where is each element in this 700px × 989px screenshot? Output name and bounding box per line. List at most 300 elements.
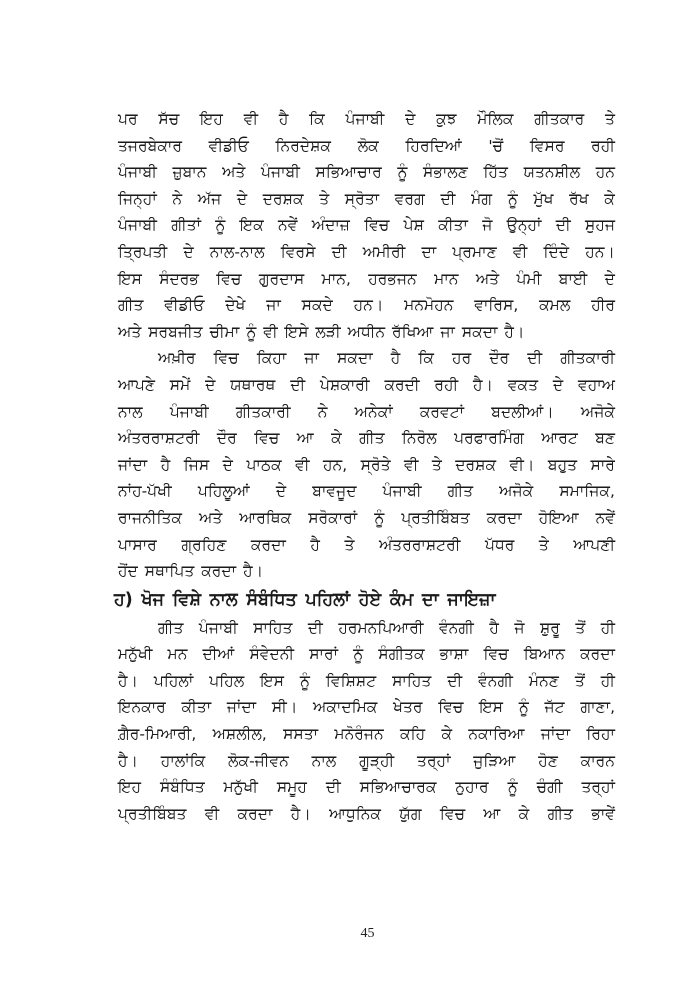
word: ਨੂੰ — [353, 645, 364, 664]
word: ਜ਼ੁਬਾਨ — [172, 163, 207, 182]
word: ਜਾ — [304, 349, 319, 368]
word: ਵਕਤ — [507, 375, 539, 394]
word: ਮੁੱਖ — [533, 189, 554, 208]
word: ਅੰਦਾਜ਼ — [311, 216, 350, 235]
word: ਆਪਣੇ — [118, 375, 155, 394]
word: ਹੈ — [390, 349, 401, 368]
word: ਪਾਸਾਰ — [118, 535, 157, 554]
word: ਕਮਲ — [539, 296, 571, 315]
word: ਹੈ। — [118, 751, 138, 770]
word: ਪ੍ਰਤੀਬਿੰਬਤ — [401, 508, 470, 527]
word: ਹੈ। — [290, 804, 311, 823]
text-line — [118, 239, 615, 266]
word: ਉਨ੍ਹਾਂ — [506, 216, 542, 235]
word: ਜਾ — [440, 322, 455, 341]
word: ਦੇ — [183, 242, 194, 261]
word: ਨਕਾਰਿਆ — [468, 725, 525, 744]
word: ਕੇ — [331, 429, 342, 448]
word: ਵਿਚ — [483, 645, 509, 664]
body-text — [114, 106, 615, 827]
word: ਹੈ। — [504, 322, 525, 341]
text-line — [118, 372, 615, 399]
word: ਬਾਈ — [558, 269, 588, 288]
word: ਕਰਦਾ — [237, 804, 273, 823]
text-line — [118, 425, 615, 452]
word: ਗ੍ਰਹਿਣ — [181, 535, 227, 554]
word: ਵੰਨਗੀ — [438, 618, 474, 637]
word: ਨੇ — [172, 189, 183, 208]
text-line — [118, 801, 615, 828]
word: ਸਰੋਕਾਰਾਂ — [308, 508, 358, 527]
word: ਵਿਚ — [213, 349, 239, 368]
text-line — [118, 133, 615, 160]
word: ਅੰਤਰਰਾਸ਼ਟਰੀ — [378, 535, 461, 554]
word: ਲੋਕ-ਜੀਵਨ — [228, 751, 289, 770]
word: ਗੀਤ — [447, 482, 474, 501]
word: ਕੀਤਾ — [438, 216, 468, 235]
word: ਪਹਿਲ — [209, 671, 245, 690]
word: ਨਾਲ — [118, 402, 143, 421]
word: ਕਿ — [418, 349, 434, 368]
word: ਪੰਜਾਬੀ — [169, 402, 209, 421]
word: ਇਕ — [239, 216, 264, 235]
word: ਕੇ — [441, 725, 453, 744]
word: ਸੰਦਰਭ — [159, 269, 199, 288]
word: ਨੇ — [317, 402, 328, 421]
word: ਦੀ — [555, 216, 571, 235]
word: ਆ — [483, 804, 501, 823]
word: ਲੋਕ — [357, 136, 379, 155]
word: ਮਨੁੱਖੀ — [223, 778, 258, 797]
word: ਸੰਬੰਧਿਤ — [159, 778, 205, 797]
word: ਰਹੀ — [434, 375, 459, 394]
word: ਦਰਸ਼ਕ — [262, 189, 304, 208]
text-line — [118, 399, 615, 426]
word: ਸਮਾਜਿਕ, — [559, 482, 615, 501]
word: ਅਤੇ — [118, 322, 142, 341]
word: ਕਰਦਾ — [250, 535, 286, 554]
word: ਸਮੂਹ — [276, 778, 307, 797]
section-heading — [114, 585, 615, 615]
word: ਹੈ। — [118, 671, 138, 690]
word: ਗ਼ੈਰ-ਮਿਆਰੀ, — [118, 725, 197, 744]
word: ਸਥਾਪਿਤ — [144, 562, 195, 581]
text-line — [118, 694, 615, 721]
word: ਦੀ — [307, 618, 323, 637]
word: ਹੀ — [600, 671, 615, 690]
word: ਦੀ — [447, 671, 463, 690]
word: ਮਨੋਰੰਜਨ — [334, 725, 384, 744]
word: ਪੰਜਾਬੀ — [260, 163, 300, 182]
word: ਨੂੰ — [507, 189, 518, 208]
word: ਜਿਨ੍ਹਾਂ — [118, 189, 157, 208]
text-line — [118, 186, 615, 213]
word: ਦੀ — [440, 189, 456, 208]
word: ਕਿਹਾ — [256, 349, 287, 368]
word: ਦੀ — [290, 375, 306, 394]
word: ਅਸ਼ਲੀਲ, — [212, 725, 267, 744]
word: ਤਰ੍ਹਾਂ — [417, 751, 451, 770]
word: ਗੀਤ — [359, 429, 385, 448]
word: ਤੇ — [538, 535, 549, 554]
word: ਕਰਵਟਾਂ — [419, 402, 465, 421]
word: ਵੀ — [295, 455, 310, 474]
word: 'ਚੋਂ — [488, 136, 504, 155]
word: ਸਾਰੇ — [590, 455, 615, 474]
word: ਆ — [296, 429, 314, 448]
word: ਨਾਲ — [311, 751, 337, 770]
word: ਅਨੇਕਾਂ — [354, 402, 393, 421]
word: ਤਰ੍ਹਾਂ — [581, 778, 615, 797]
word: ਸੰਵੇਦਨੀ — [249, 645, 295, 664]
word: ਅਕਾਦਮਿਕ — [313, 698, 378, 717]
word: ਕੀਤਾ — [181, 698, 212, 717]
word: ਵਾਰਿਸ, — [474, 296, 519, 315]
word: ਹੈ। — [473, 375, 493, 394]
text-line — [118, 212, 615, 239]
word: ਸੰਗੀਤਕ — [378, 645, 425, 664]
heading-word: ਹੋਏ — [358, 589, 382, 610]
word: ਅਜੋਕੇ — [580, 402, 615, 421]
word: ਸਕਦਾ — [337, 349, 373, 368]
word: ਯਥਾਰਥ — [230, 375, 276, 394]
heading-word: ਪਹਿਲਾਂ — [305, 589, 350, 610]
word: ਪੰਜਾਬੀ — [382, 482, 422, 501]
word: ਹਨ। — [585, 242, 615, 261]
word: ਦੇ — [205, 375, 216, 394]
word: ਕਰਦੀ — [384, 375, 420, 394]
word: ਸਾਹਿਤ — [392, 671, 432, 690]
word: ਦੀਆਂ — [202, 645, 235, 664]
word: ਰੱਖਿਆ — [392, 322, 434, 341]
word: ਵਿਰਸੇ — [280, 242, 316, 261]
word: ਦੀ — [527, 349, 543, 368]
word: ਗੀਤ — [158, 618, 184, 637]
word: ਰਿਹਾ — [586, 725, 615, 744]
word: ਵੀ — [512, 242, 528, 261]
word: ਪੱਧਰ — [484, 535, 515, 554]
word: ਦੇਖੇ — [225, 296, 246, 315]
word: ਅੰਤਰਰਾਸ਼ਟਰੀ — [118, 429, 200, 448]
word: ਮਨੁੱਖੀ — [118, 645, 153, 664]
word: ਦੌਰ — [216, 429, 237, 448]
word: ਇਸੇ — [284, 322, 309, 341]
word: ਮਨਮੋਹਨ — [404, 296, 454, 315]
word: ਦਰਸ਼ਕ — [455, 455, 497, 474]
word: ਹੀ — [600, 618, 615, 637]
text-line — [118, 615, 615, 642]
word: ਆਰਥਿਕ — [239, 508, 292, 527]
text-line — [118, 668, 615, 695]
text-line — [118, 452, 615, 479]
word: ਹਨ — [595, 163, 615, 182]
word: ਦੇ — [236, 189, 248, 208]
paragraph-1 — [118, 106, 615, 345]
word: ਅਤੇ — [199, 508, 223, 527]
word: ਤੇ — [431, 455, 442, 474]
word: ਨਾਂਹ-ਪੱਖੀ — [118, 482, 172, 501]
word: ਹਿਰਦਿਆਂ — [405, 136, 462, 155]
word: ਜੁੜਿਆ — [473, 751, 516, 770]
word: ਜਾਂਦਾ — [118, 455, 148, 474]
word: ਮੌਲਿਕ — [477, 110, 514, 128]
word: ਵਿਚ — [438, 698, 464, 717]
word: ਚੰਗੀ — [536, 778, 563, 797]
word: ਸਕਦਾ — [461, 322, 498, 341]
word: ਪੰਜਾਬੀ — [118, 216, 157, 235]
word: ਸੀ। — [271, 698, 298, 717]
word: ਜਿਸ — [183, 455, 210, 474]
word: ਦੌਰ — [489, 349, 510, 368]
word: ਪੰਜਾਬੀ — [118, 163, 157, 182]
word: ਦਾ — [421, 242, 437, 261]
word: ਗੀਤਾਂ — [171, 216, 201, 235]
page-number: 45 — [360, 926, 375, 941]
word: ਇਸ — [118, 269, 142, 288]
word: ਦੇ — [222, 455, 233, 474]
word: ਨੂੰ — [507, 778, 518, 797]
word: ਦਿੰਦੇ — [543, 242, 569, 261]
word: ਕਰਦਾ — [580, 645, 615, 664]
word: ਵਿਚ — [216, 269, 242, 288]
word: ਅਧੀਨ — [347, 322, 386, 341]
word: ਸਮੇਂ — [169, 375, 191, 394]
word: ਕਰਦਾ — [201, 562, 237, 581]
word: ਹੈ — [489, 618, 499, 637]
word: ਦੀ — [331, 242, 347, 261]
word: ਕੇ — [518, 804, 530, 823]
word: ਮਨ — [167, 645, 188, 664]
word: ਗੀਤ — [118, 296, 144, 315]
word: ਵਰਗ — [394, 189, 425, 208]
text-line — [118, 106, 615, 133]
word: ਸੁਹਜ — [585, 216, 615, 235]
word: ਵਿਸਰ — [529, 136, 565, 155]
word: ਹਰ — [452, 349, 472, 368]
paragraph-2 — [118, 345, 615, 584]
word: ਦੇ — [405, 110, 416, 128]
word: ਮਾਨ — [434, 269, 459, 288]
text-line — [118, 319, 615, 346]
word: ਦੀ — [325, 778, 341, 797]
word: ਸ੍ਰੋਤਾ — [344, 189, 380, 208]
word: ਪੰਜਾਬੀ — [345, 110, 385, 128]
word: ਦੇ — [604, 269, 615, 288]
word: ਕਿ — [309, 110, 325, 128]
word: ਕੁਝ — [436, 110, 457, 128]
word: ਮਾਨ, — [321, 269, 351, 288]
word: ਇਨਕਾਰ — [118, 698, 166, 717]
word: ਪ੍ਰਤੀਬਿੰਬਤ — [118, 804, 187, 823]
word: ਯਤਨਸ਼ੀਲ — [523, 163, 581, 182]
word: ਨੂੰ — [246, 322, 257, 341]
word: ਗੀਤ — [547, 804, 573, 823]
word: ਦੇ — [552, 375, 564, 394]
word: ਨੂੰ — [397, 163, 408, 182]
word: ਪਰ — [118, 110, 138, 128]
word: ਜੋ — [514, 618, 525, 637]
word: ਇਹ — [199, 110, 223, 128]
word: ਇਸ — [260, 671, 284, 690]
word: ਪੇਸ਼ਕਾਰੀ — [319, 375, 370, 394]
word: ਵੀ। — [509, 455, 535, 474]
text-line — [118, 641, 615, 668]
word: ਜਾਂਦਾ — [226, 698, 257, 717]
text-line — [118, 159, 615, 186]
text-line — [118, 532, 615, 559]
word: ਸਕਦੇ — [301, 296, 333, 315]
word: ਗੂੜ੍ਹੀ — [359, 751, 395, 770]
word: ਸ਼ੁਰੂ — [539, 618, 560, 637]
word: ਹੋਂਦ — [118, 562, 138, 581]
word: ਪੇਸ਼ — [403, 216, 424, 235]
word: ਬਣ — [595, 429, 615, 448]
word: ਤੋਂ — [574, 671, 585, 690]
heading-word: ਸੰਬੰਧਿਤ — [246, 589, 297, 610]
word: ਹਨ। — [353, 296, 384, 315]
word: ਪਰਫਾਰਮਿੰਗ — [454, 429, 524, 448]
word: ਪ੍ਰਮਾਣ — [452, 242, 497, 261]
word: ਰੱਖ — [569, 189, 589, 208]
word: ਵੀ — [404, 455, 419, 474]
heading-word: ਨਾਲ — [209, 589, 238, 610]
word: ਜੋ — [482, 216, 493, 235]
word: ਸ੍ਰੋਤੇ — [360, 455, 391, 474]
word: ਪਹਿਲੂਆਂ — [197, 482, 250, 501]
word: ਵੀਡੀਓ — [164, 296, 205, 315]
word: ਤ੍ਰਿਪਤੀ — [118, 242, 168, 261]
word: ਤਜਰਬੇਕਾਰ — [118, 136, 182, 155]
word: ਨਿਰਦੇਸ਼ਕ — [275, 136, 331, 155]
word: ਅਮੀਰੀ — [362, 242, 406, 261]
word: ਸੰਭਾਲਣ — [423, 163, 468, 182]
heading-word: ਵਿਸ਼ੇ — [172, 589, 202, 610]
word: ਅਖ਼ੀਰ — [158, 349, 196, 368]
word: ਨੂੰ — [374, 508, 385, 527]
text-line — [118, 345, 615, 372]
word: ਪਾਠਕ — [246, 455, 282, 474]
word: ਸਰਬਜੀਤ — [148, 322, 203, 341]
text-line — [118, 266, 615, 293]
heading-word: ਕੰਮ — [389, 589, 414, 610]
word: ਨਾਲ-ਨਾਲ — [209, 242, 265, 261]
word: ਕਰਦਾ — [486, 508, 522, 527]
paragraph-3 — [118, 615, 615, 828]
word: ਕਾਰਨ — [580, 751, 615, 770]
heading-word: ਦਾ — [422, 589, 439, 610]
word: ਕਹਿ — [400, 725, 426, 744]
word: ਹਾਲਾਂਕਿ — [160, 751, 206, 770]
word: ਮੰਨਣ — [528, 671, 559, 690]
word: ਸੱਚ — [158, 110, 180, 128]
text-line — [118, 505, 615, 532]
word: ਗੁਰਦਾਸ — [258, 269, 305, 288]
word: ਹੈ — [310, 535, 320, 554]
word: ਵੰਨਗੀ — [478, 671, 513, 690]
word: ਬਿਆਨ — [523, 645, 565, 664]
word: ਆਪਣੀ — [573, 535, 615, 554]
word: ਹੋਇਆ — [538, 508, 579, 527]
text-line — [118, 292, 615, 319]
word: ਨਿਰੋਲ — [401, 429, 437, 448]
word: ਵਿਸ਼ਿਸ਼ਟ — [325, 671, 377, 690]
word: ਅੱਜ — [197, 189, 222, 208]
word: ਕੇ — [604, 189, 615, 208]
word: ਸਾਹਿਤ — [253, 618, 293, 637]
word: ਗੀਤਕਾਰੀ — [560, 349, 615, 368]
word: ਹੈ — [278, 110, 289, 128]
text-line — [118, 748, 615, 775]
word: ਤੋਂ — [575, 618, 586, 637]
word: ਬਦਲੀਆਂ। — [491, 402, 554, 421]
word: ਸਭਿਆਚਾਰਕ — [359, 778, 437, 797]
word: ਗੀਤਕਾਰ — [534, 110, 585, 128]
word: ਤੇ — [319, 189, 330, 208]
word: ਨੂੰ — [215, 216, 226, 235]
word: ਬਾਵਜੂਦ — [312, 482, 357, 501]
word: ਹਰਭਜਨ — [368, 269, 417, 288]
word: ਰਹੀ — [591, 136, 615, 155]
word: ਗੀਤਕਾਰੀ — [235, 402, 291, 421]
word: ਇਸ — [479, 698, 503, 717]
word: ਇਹ — [118, 778, 141, 797]
word: ਅਤੇ — [222, 163, 246, 182]
word: ਤੇ — [605, 110, 615, 128]
word: ਨਵੇਂ — [278, 216, 298, 235]
word: ਅਤੇ — [475, 269, 500, 288]
word: ਪੰਜਾਬੀ — [198, 618, 238, 637]
word: ਆਧੁਨਿਕ — [329, 804, 382, 823]
word: ਵਿਚ — [439, 804, 466, 823]
word: ਵੀ — [243, 110, 259, 128]
text-line — [118, 774, 615, 801]
word: ਵਹਾਅ — [578, 375, 615, 394]
word: ਦੇ — [275, 482, 287, 501]
word: ਗਾਣਾ, — [580, 698, 615, 717]
word: ਵੀ — [263, 322, 278, 341]
word: ਹਿੱਤ — [483, 163, 508, 182]
word: ਹੈ। — [243, 562, 264, 581]
word: ਪੰਮੀ — [516, 269, 542, 288]
word: ਬਹੁਤ — [547, 455, 577, 474]
word: ਤੇ — [344, 535, 355, 554]
word: ਹੋਣ — [538, 751, 558, 770]
word: ਵੀ — [204, 804, 220, 823]
word: ਪਹਿਲਾਂ — [153, 671, 194, 690]
heading-word: ਖੋਜ — [141, 589, 165, 610]
heading-word: ਜਾਇਜ਼ਾ — [447, 589, 496, 610]
word: ਹਰਮਨਪਿਆਰੀ — [338, 618, 424, 637]
word: ਜਾ — [266, 296, 281, 315]
word: ਨੂੰ — [299, 671, 310, 690]
word: ਅਜੋਕੇ — [499, 482, 534, 501]
word: ਨਵੇਂ — [595, 508, 615, 527]
word: ਚੀਮਾ — [209, 322, 240, 341]
word: ਭਾਸ਼ਾ — [439, 645, 469, 664]
word: ਯੁੱਗ — [399, 804, 422, 823]
word: ਰਾਜਨੀਤਿਕ — [118, 508, 182, 527]
word: ਨੂੰ — [518, 698, 529, 717]
word: ਸਸਤਾ — [283, 725, 319, 744]
word: ਵਿਚ — [364, 216, 390, 235]
word: ਸਾਰਾਂ — [309, 645, 338, 664]
word: ਮੰਗ — [471, 189, 493, 208]
word: ਭਾਵੇਂ — [591, 804, 615, 823]
word: ਸਭਿਆਚਾਰ — [315, 163, 382, 182]
word: ਆਰਟ — [541, 429, 578, 448]
text-line — [118, 558, 615, 585]
word: ਹਨ, — [323, 455, 348, 474]
